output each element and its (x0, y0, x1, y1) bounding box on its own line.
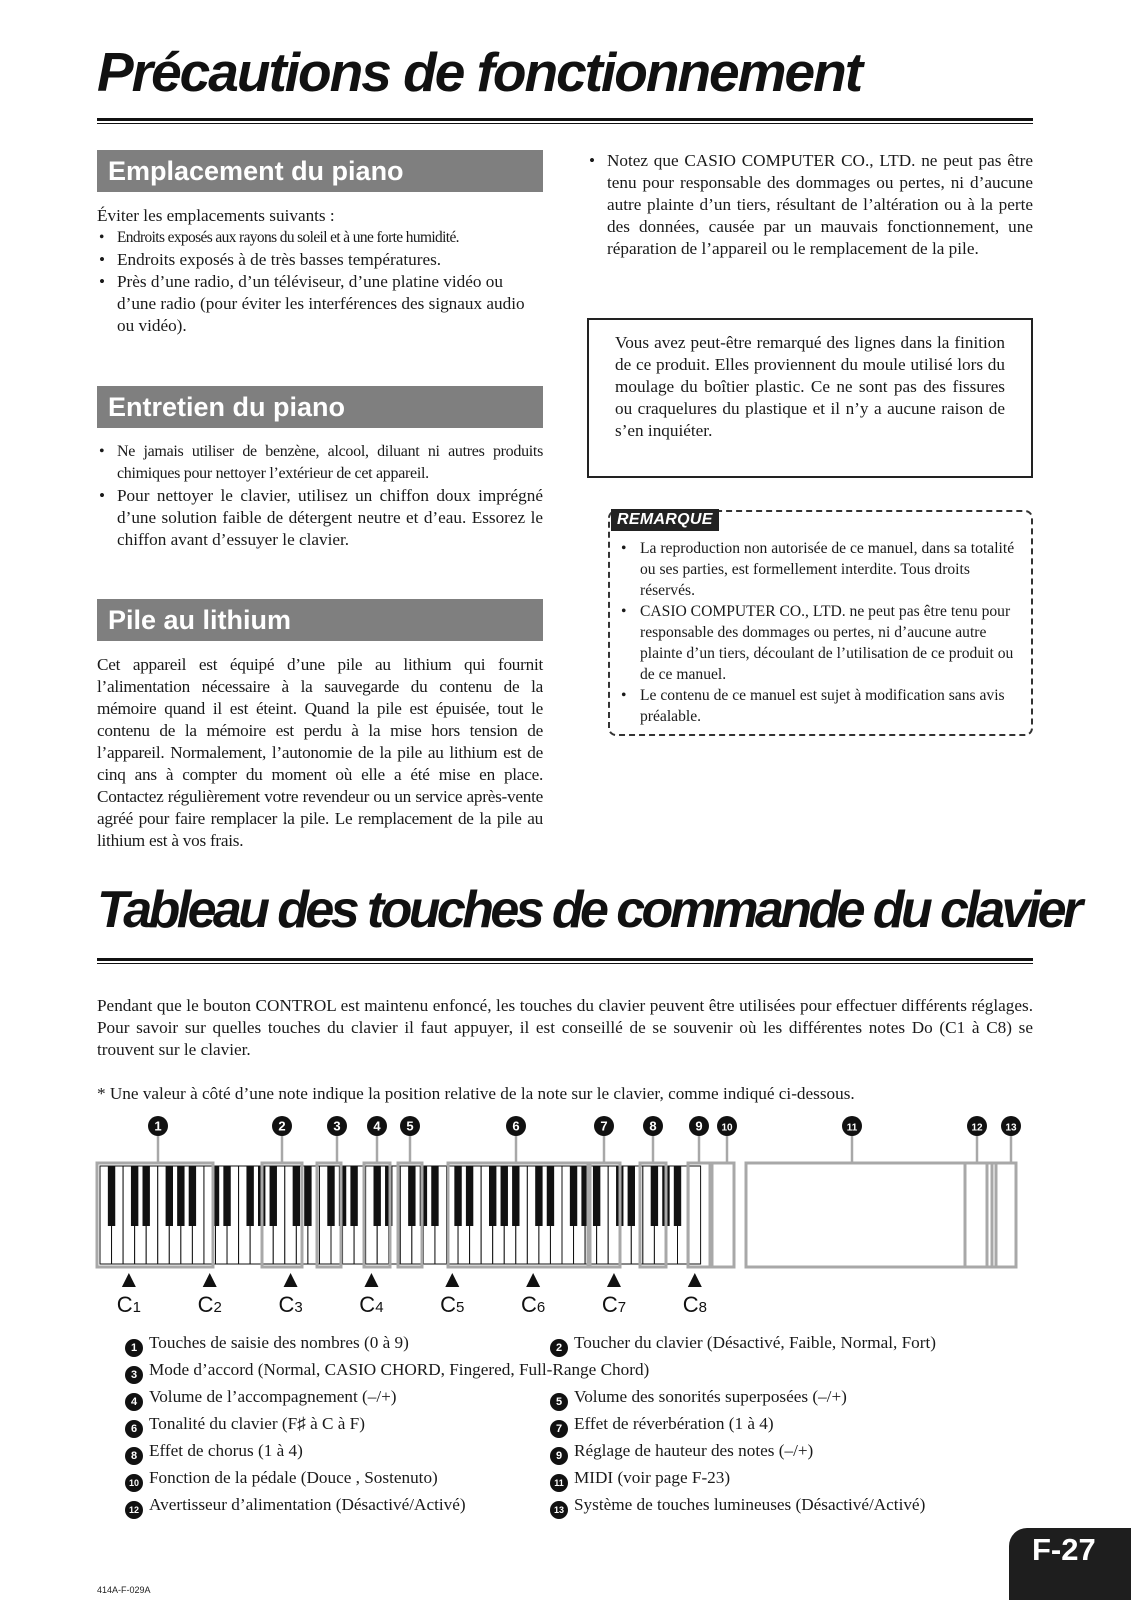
document-code: 414A-F-029A (97, 1585, 151, 1595)
black-key (177, 1166, 184, 1226)
black-key (535, 1166, 542, 1226)
tableau-note: * Une valeur à côté d’une note indique la position relative de la note sur le clavier, comme indiqué ci-dessous. (97, 1084, 855, 1103)
legend-item (550, 1413, 774, 1438)
page-title: Précautions de fonctionnement (97, 41, 862, 103)
legend-text: Avertisseur d’alimentation (Désactivé/Activé) (149, 1495, 466, 1514)
legend-number: 1 (125, 1339, 143, 1357)
black-key (189, 1166, 196, 1226)
black-key (374, 1166, 381, 1226)
legend-item (550, 1440, 813, 1465)
black-key (350, 1166, 357, 1226)
legend-item (125, 1332, 409, 1357)
black-key (547, 1166, 554, 1226)
black-key (431, 1166, 438, 1226)
black-key (466, 1166, 473, 1226)
c-label: C3 (278, 1292, 303, 1317)
legend-item (125, 1467, 438, 1492)
legend-item (125, 1359, 649, 1384)
callout-number: 3 (333, 1118, 341, 1134)
list-item: • CASIO COMPUTER CO., LTD. ne peut pas être tenu pour responsable des dommages ou pertes, ni d’aucune autre plainte d’un tiers, découlant de l’utilisation de ce produit ou de ce manuel. (618, 601, 1023, 685)
black-key (489, 1166, 496, 1226)
legend-number: 5 (550, 1393, 568, 1411)
legend-text: MIDI (voir page F-23) (574, 1468, 731, 1487)
black-key (143, 1166, 150, 1226)
legend-text: Volume des sonorités superposées (–/+) (574, 1387, 847, 1406)
legend-text: Mode d’accord (Normal, CASIO CHORD, Fingered, Full-Range Chord) (149, 1360, 650, 1379)
black-key (674, 1166, 681, 1226)
list-item: • Près d’une radio, d’un téléviseur, d’une platine vidéo ou d’une radio (pour éviter les interférences des signaux audio ou vidéo). (97, 271, 543, 337)
callout-number: 5 (406, 1118, 414, 1134)
c-marker-triangle (122, 1273, 136, 1287)
section-title-tableau: Tableau des touches de commande du clavier (97, 881, 1080, 939)
callout-number: 2 (278, 1118, 286, 1134)
legend-text: Effet de réverbération (1 à 4) (574, 1414, 774, 1433)
black-key (304, 1166, 311, 1226)
highlight-region (746, 1163, 996, 1267)
c-label: C2 (197, 1292, 222, 1317)
black-key (246, 1166, 253, 1226)
black-key (293, 1166, 300, 1226)
list-item: • Ne jamais utiliser de benzène, alcool, diluant ni autres produits chimiques pour nettoyer l’extérieur de cet appareil. (97, 441, 543, 485)
legend-text: Volume de l’accompagnement (–/+) (149, 1387, 397, 1406)
page-number: F-27 (1032, 1532, 1096, 1567)
section-heading-pile: Pile au lithium (97, 599, 543, 641)
legend-number: 13 (550, 1501, 568, 1519)
c-label: C4 (359, 1292, 384, 1317)
legend-text: Effet de chorus (1 à 4) (149, 1441, 303, 1460)
black-key (501, 1166, 508, 1226)
legend-text: Réglage de hauteur des notes (–/+) (574, 1441, 814, 1460)
list-item: • Pour nettoyer le clavier, utilisez un chiffon doux imprégné d’une solution faible de détergent neutre et d’eau. Essorez le chiffon avant d’essuyer le clavier. (97, 485, 543, 551)
black-key (593, 1166, 600, 1226)
legend-item (125, 1440, 303, 1465)
mold-lines-notice: Vous avez peut-être remarqué des lignes dans la finition de ce produit. Elles proviennent du moule utilisé lors du moulage du boîtier plastic. Ce ne sont pas des fissures ou craquelures du plastique et il n’y a aucune raison de s’en inquiéter. (587, 318, 1033, 478)
black-key (570, 1166, 577, 1226)
black-key (131, 1166, 138, 1226)
list-item: • Endroits exposés à de très basses températures. (97, 249, 543, 271)
callout-number: 11 (846, 1122, 858, 1134)
legend-item (125, 1413, 365, 1438)
c-label: C1 (116, 1292, 141, 1317)
legend-item (125, 1494, 466, 1519)
c-marker-triangle (688, 1273, 702, 1287)
legend-number: 7 (550, 1420, 568, 1438)
callout-number: 13 (1005, 1122, 1017, 1134)
callout-number: 9 (695, 1118, 703, 1134)
black-key (270, 1166, 277, 1226)
legend-number: 4 (125, 1393, 143, 1411)
black-key (108, 1166, 115, 1226)
c-marker-triangle (203, 1273, 217, 1287)
legend-text: Touches de saisie des nombres (0 à 9) (149, 1333, 409, 1352)
white-key (689, 1166, 701, 1264)
legend-item (550, 1332, 936, 1357)
highlight-region (965, 1163, 987, 1267)
callout-number: 4 (373, 1118, 381, 1134)
legend-number: 12 (125, 1501, 143, 1519)
highlight-region (712, 1163, 734, 1267)
callout-number: 7 (600, 1118, 608, 1134)
c-marker-triangle (607, 1273, 621, 1287)
c-marker-triangle (364, 1273, 378, 1287)
legend-text: Toucher du clavier (Désactivé, Faible, Normal, Fort) (574, 1333, 936, 1352)
black-key (628, 1166, 635, 1226)
black-key (651, 1166, 658, 1226)
black-key (166, 1166, 173, 1226)
black-key (408, 1166, 415, 1226)
emplacement-intro: Éviter les emplacements suivants : (97, 206, 335, 225)
list-item: • La reproduction non autorisée de ce manuel, dans sa totalité ou ses parties, est formellement interdite. Tous droits réservés. (618, 538, 1023, 601)
list-item: • Le contenu de ce manuel est sujet à modification sans avis préalable. (618, 685, 1023, 727)
c-marker-triangle (526, 1273, 540, 1287)
pile-body: Cet appareil est équipé d’une pile au lithium qui fournit l’alimentation nécessaire à la sauvegarde du contenu de la mémoire quand il est éteint. Quand la pile est épuisée, tout le contenu de la mémoire est perdu à la mise hors tension de l’appareil. Normalement, l’autonomie de la pile au lithium est de cinq ans à compter du moment où elle a été mise en place. Contactez régulièrement votre revendeur ou un service après-vente agréé pour faire remplacer la pile. Le remplacement de la pile au lithium est à vos frais. (97, 655, 543, 850)
legend-number: 10 (125, 1474, 143, 1492)
black-key (512, 1166, 519, 1226)
legend-number: 2 (550, 1339, 568, 1357)
callout-number: 8 (649, 1118, 657, 1134)
legend-number: 3 (125, 1366, 143, 1384)
callout-number: 12 (971, 1122, 983, 1134)
callout-number: 6 (512, 1118, 520, 1134)
c-marker-triangle (445, 1273, 459, 1287)
legend-item (550, 1467, 730, 1492)
legend-item (125, 1386, 397, 1411)
black-key (454, 1166, 461, 1226)
c-label: C6 (521, 1292, 546, 1317)
legend-number: 6 (125, 1420, 143, 1438)
legend-item (550, 1494, 925, 1519)
legend-number: 11 (550, 1474, 568, 1492)
c-label: C8 (682, 1292, 707, 1317)
legend-number: 8 (125, 1447, 143, 1465)
black-key (327, 1166, 334, 1226)
c-label: C5 (440, 1292, 465, 1317)
remark-label: REMARQUE (611, 509, 719, 531)
legend-text: Fonction de la pédale (Douce , Sostenuto) (149, 1468, 438, 1487)
list-item: • Notez que CASIO COMPUTER CO., LTD. ne peut pas être tenu pour responsable des dommages ou pertes, ni d’aucune autre plainte d’un tiers, résultant de l’altération ou à la perte des données, causée par un mauvais fonctionnement, une réparation de l’appareil ou le remplacement de la pile. (587, 150, 1033, 260)
section-heading-entretien: Entretien du piano (97, 386, 543, 428)
callout-number: 1 (154, 1118, 162, 1134)
c-label: C7 (601, 1292, 627, 1317)
callout-number: 10 (721, 1122, 733, 1134)
legend-item (550, 1386, 847, 1411)
legend-text: Tonalité du clavier (F♯ à C à F) (149, 1414, 365, 1433)
tableau-intro: Pendant que le bouton CONTROL est maintenu enfoncé, les touches du clavier peuvent être utilisées pour effectuer différents réglages. Pour savoir sur quelles touches du clavier il faut appuyer, il est conseillé de se souvenir où les différentes notes Do (C1 à C8) se trouvent sur le clavier. (97, 996, 1033, 1059)
c-marker-triangle (284, 1273, 298, 1287)
section-heading-emplacement: Emplacement du piano (97, 150, 543, 192)
legend-text: Système de touches lumineuses (Désactivé/Activé) (574, 1495, 926, 1514)
list-item: • Endroits exposés aux rayons du soleil et à une forte humidité. (97, 227, 543, 249)
black-key (223, 1166, 230, 1226)
legend-number: 9 (550, 1447, 568, 1465)
